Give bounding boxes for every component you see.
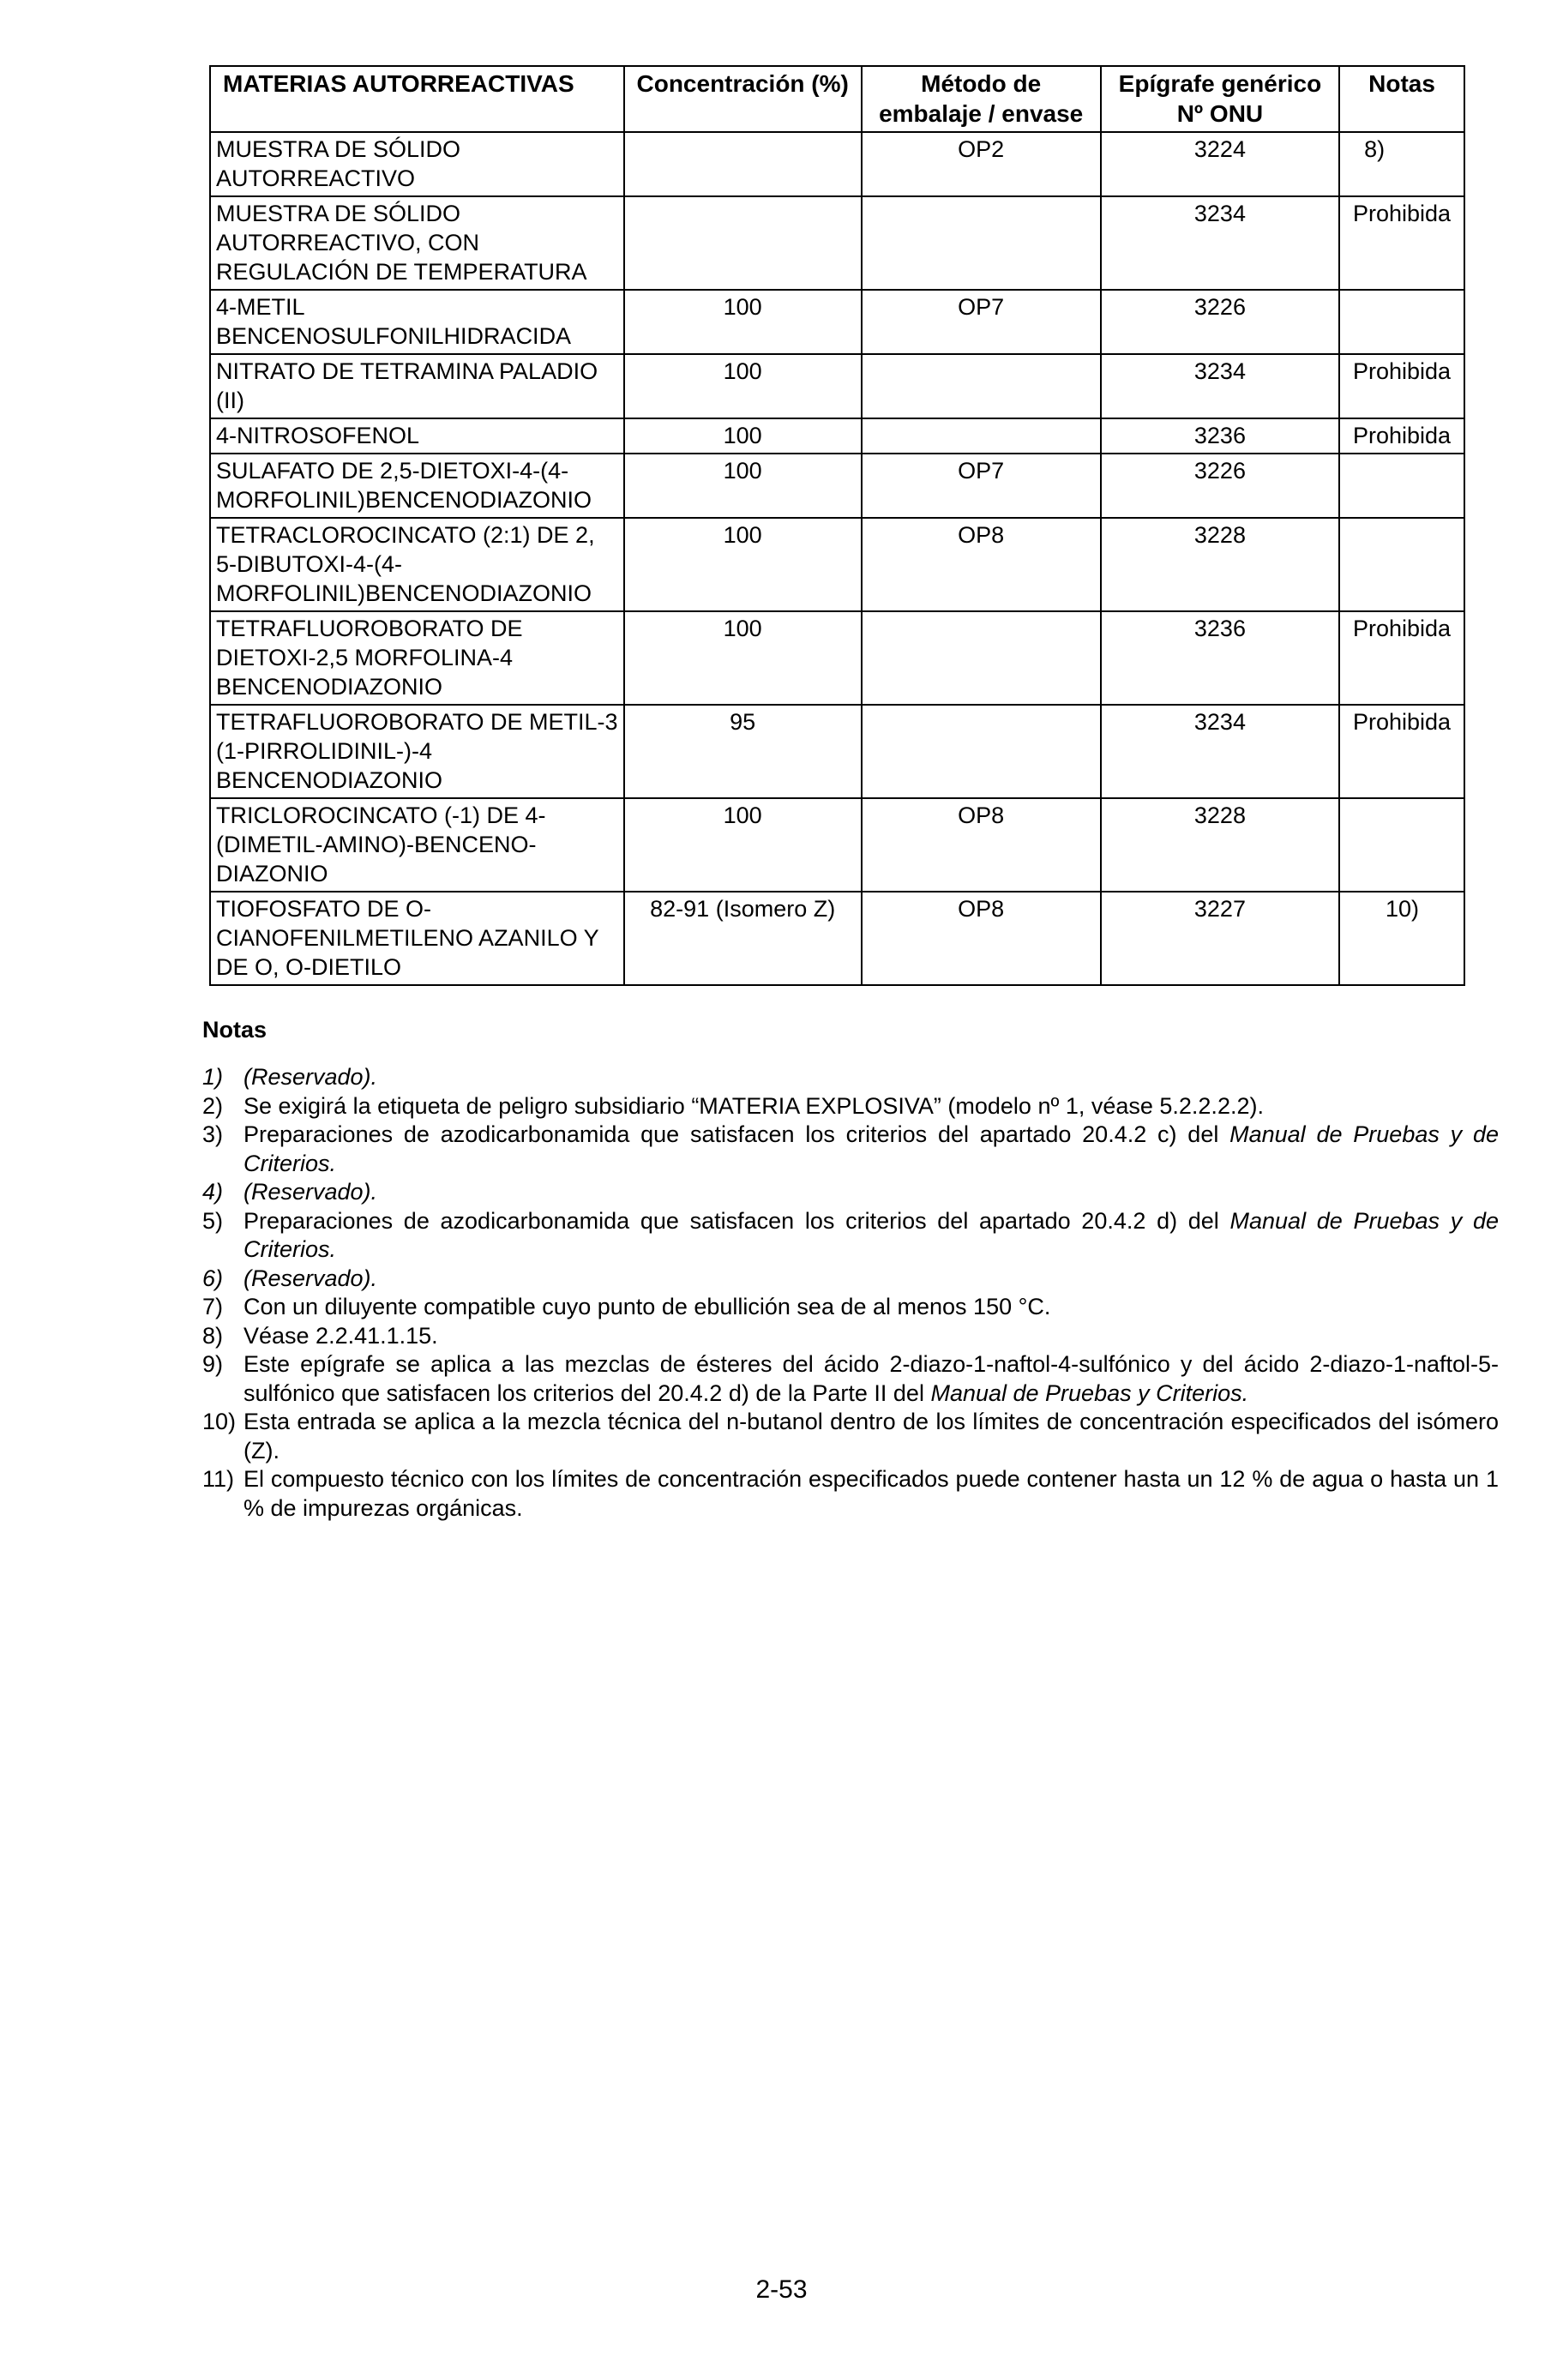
note-item [202,1293,1499,1322]
cell-concentracion [624,132,862,196]
note-item [202,1350,1499,1408]
cell-epigrafe: 3226 [1101,454,1339,518]
note-item [202,1063,1499,1092]
cell-notas: Prohibida [1339,705,1464,798]
note-text: Se exigirá la etiqueta de peligro subsidiario “MATERIA EXPLOSIVA” (modelo nº 1, véase 5.2.2.2.2). [243,1092,1264,1119]
note-item [202,1408,1499,1465]
cell-metodo: OP2 [862,132,1101,196]
cell-notas: 8) [1339,132,1464,196]
cell-concentracion: 82-91 (Isomero Z) [624,892,862,985]
note-number: 2) [202,1092,224,1119]
cell-concentracion: 100 [624,418,862,454]
cell-metodo: OP7 [862,454,1101,518]
note-number: 9) [202,1351,224,1377]
note-text-container [243,1350,1499,1408]
cell-materia: MUESTRA DE SÓLIDO AUTORREACTIVO [210,132,624,196]
cell-epigrafe: 3234 [1101,354,1339,418]
note-item [202,1092,1499,1121]
cell-notas [1339,290,1464,354]
notes-title: Notas [202,1017,268,1043]
cell-concentracion: 100 [624,798,862,892]
header-materias: MATERIAS AUTORREACTIVAS [210,66,624,132]
cell-notas [1339,454,1464,518]
cell-metodo [862,354,1101,418]
table-row [210,798,1464,892]
cell-materia: TIOFOSFATO DE O-CIANOFENILMETILENO AZANILO Y DE O, O-DIETILO [210,892,624,985]
cell-metodo: OP8 [862,798,1101,892]
note-number: 7) [202,1294,224,1319]
note-reference: Manual de Pruebas y de Criterios. [243,1207,1499,1262]
table-row [210,290,1464,354]
cell-metodo [862,705,1101,798]
note-number: 10) [202,1409,237,1434]
cell-epigrafe: 3234 [1101,705,1339,798]
cell-concentracion: 100 [624,518,862,611]
table-row [210,196,1464,290]
note-text: El compuesto técnico con los límites de concentración especificados puede contener hasta un 12 % de agua o hasta un 1 % de impurezas orgánicas. [243,1466,1499,1521]
cell-epigrafe: 3236 [1101,611,1339,705]
note-number: 3) [202,1121,224,1147]
note-text: Véase 2.2.41.1.15. [243,1322,438,1349]
note-text: Preparaciones de azodicarbonamida que satisfacen los criterios del apartado 20.4.2 c) del [243,1121,1230,1147]
cell-epigrafe: 3228 [1101,518,1339,611]
note-text: Esta entrada se aplica a la mezcla técnica del n-butanol dentro de los límites de concentración especificados del isómero (Z). [243,1409,1499,1463]
note-number: 11) [202,1466,235,1492]
cell-materia: TRICLOROCINCATO (-1) DE 4-(DIMETIL-AMINO)-BENCENO-DIAZONIO [210,798,624,892]
note-text: Preparaciones de azodicarbonamida que satisfacen los criterios del apartado 20.4.2 d) del [243,1207,1230,1234]
note-text-container [243,1207,1499,1265]
note-item [202,1121,1499,1178]
cell-notas: Prohibida [1339,611,1464,705]
cell-materia: SULAFATO DE 2,5-DIETOXI-4-(4-MORFOLINIL)BENCENODIAZONIO [210,454,624,518]
cell-notas: 10) [1339,892,1464,985]
cell-epigrafe: 3234 [1101,196,1339,290]
cell-materia: TETRAFLUOROBORATO DE METIL-3 (1-PIRROLIDINIL-)-4 BENCENODIAZONIO [210,705,624,798]
note-text: (Reservado). [243,1064,378,1090]
note-reference: Manual de Pruebas y Criterios. [930,1379,1249,1406]
cell-materia: NITRATO DE TETRAMINA PALADIO (II) [210,354,624,418]
cell-concentracion: 100 [624,454,862,518]
table-row [210,518,1464,611]
header-metodo: Método de embalaje / envase [862,66,1101,132]
table-header-row [210,66,1464,132]
cell-metodo: OP8 [862,892,1101,985]
note-item [202,1322,1499,1351]
note-item [202,1207,1499,1265]
notes-list [202,1063,1499,1523]
cell-notas [1339,798,1464,892]
note-text-container [243,1121,1499,1178]
cell-metodo: OP7 [862,290,1101,354]
note-text: (Reservado). [243,1179,378,1205]
cell-materia: 4-NITROSOFENOL [210,418,624,454]
cell-metodo: OP8 [862,518,1101,611]
cell-materia: MUESTRA DE SÓLIDO AUTORREACTIVO, CON REGULACIÓN DE TEMPERATURA [210,196,624,290]
cell-concentracion: 100 [624,290,862,354]
cell-concentracion: 95 [624,705,862,798]
page-number: 2-53 [755,2275,808,2304]
table-row [210,418,1464,454]
cell-metodo [862,418,1101,454]
cell-metodo [862,611,1101,705]
cell-notas: Prohibida [1339,354,1464,418]
note-number: 1) [202,1064,224,1090]
note-text: Este epígrafe se aplica a las mezclas de ésteres del ácido 2-diazo-1-naftol-4-sulfónico y del ácido 2-diazo-1-naftol-5-sulfónico que satisfacen los criterios del 20.4.2 d) de la Parte II del [243,1351,1499,1406]
cell-materia: 4-METIL BENCENOSULFONILHIDRACIDA [210,290,624,354]
note-item [202,1265,1499,1294]
cell-epigrafe: 3236 [1101,418,1339,454]
note-number: 4) [202,1179,224,1205]
note-text: (Reservado). [243,1265,378,1291]
table-row [210,705,1464,798]
header-notas: Notas [1339,66,1464,132]
table-row [210,892,1464,985]
cell-epigrafe: 3227 [1101,892,1339,985]
cell-notas: Prohibida [1339,196,1464,290]
cell-metodo [862,196,1101,290]
cell-notas: Prohibida [1339,418,1464,454]
note-number: 8) [202,1322,224,1349]
self-reactive-substances-table [209,65,1465,986]
note-item [202,1178,1499,1207]
note-number: 6) [202,1265,224,1291]
note-reference: Manual de Pruebas y de Criterios. [243,1121,1499,1176]
header-concentracion: Concentración (%) [624,66,862,132]
cell-concentracion: 100 [624,354,862,418]
table-row [210,132,1464,196]
cell-materia: TETRAFLUOROBORATO DE DIETOXI-2,5 MORFOLINA-4 BENCENODIAZONIO [210,611,624,705]
cell-concentracion: 100 [624,611,862,705]
note-text: Con un diluyente compatible cuyo punto de ebullición sea de al menos 150 °C. [243,1294,1051,1319]
table-row [210,611,1464,705]
table-row [210,454,1464,518]
cell-epigrafe: 3224 [1101,132,1339,196]
cell-epigrafe: 3228 [1101,798,1339,892]
cell-concentracion [624,196,862,290]
cell-epigrafe: 3226 [1101,290,1339,354]
note-item [202,1465,1499,1523]
cell-notas [1339,518,1464,611]
table-row [210,354,1464,418]
note-number: 5) [202,1207,224,1234]
cell-materia: TETRACLOROCINCATO (2:1) DE 2, 5-DIBUTOXI-4-(4-MORFOLINIL)BENCENODIAZONIO [210,518,624,611]
header-epigrafe: Epígrafe genérico Nº ONU [1101,66,1339,132]
